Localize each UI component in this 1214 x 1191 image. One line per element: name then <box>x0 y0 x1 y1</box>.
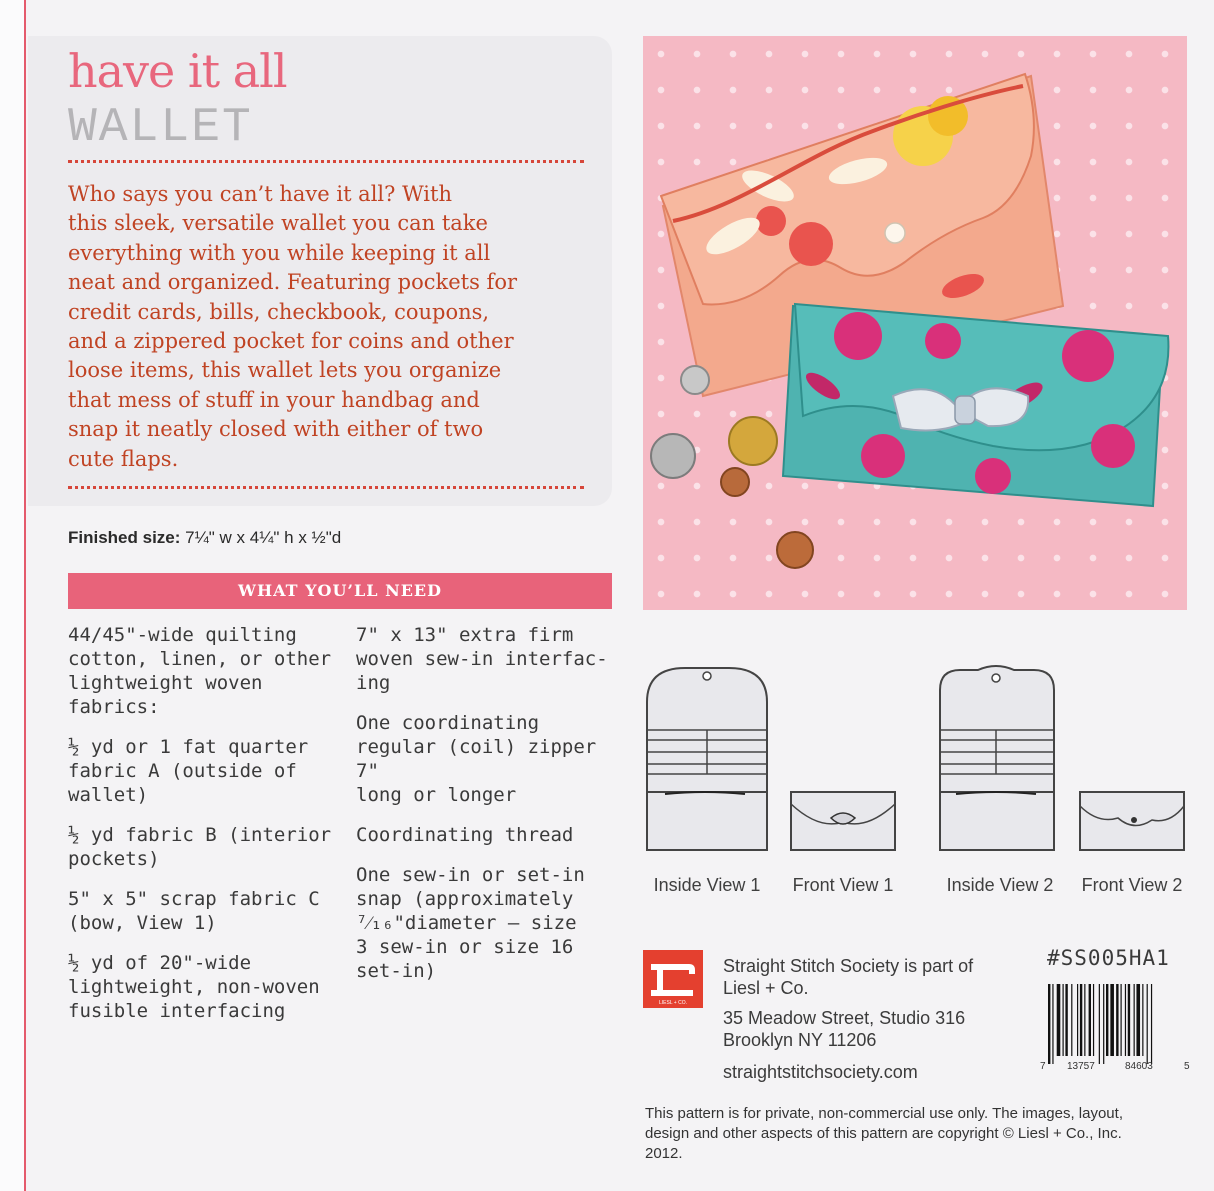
intro-panel <box>28 36 612 506</box>
material-item: One sew-in or set-in snap (approximately ⁷⁄₁₆"diameter — size 3 sew-in or size 16 set-in) <box>356 864 585 982</box>
barcode-bar <box>1089 984 1091 1056</box>
barcode-bar <box>1151 984 1152 1064</box>
finished-size <box>68 528 341 548</box>
caption-inside-view-2: Inside View 2 <box>946 875 1054 895</box>
sku-number: #SS005HA1 <box>1047 946 1170 970</box>
barcode-bar <box>1116 984 1118 1056</box>
caption-inside-view-1: Inside View 1 <box>653 875 761 895</box>
barcode-digit-right: 5 <box>1184 1061 1190 1072</box>
material-item: Coordinating thread <box>356 824 574 846</box>
intro-description: Who says you can’t have it all? With this sleek, versatile wallet you can take everything with you while keeping it all neat and organized. Featuring pockets for credit cards, bills, checkbook, coupons, and a zippered pocket for coins and other loose items, this wallet lets you organize that mess of stuff in your handbag and snap it neatly closed with either of two cute flaps. <box>68 182 517 471</box>
materials-column-2 <box>356 623 621 999</box>
material-item: 7" x 13" extra firm woven sew-in interfac- ing <box>356 624 608 694</box>
barcode-bar <box>1099 984 1100 1064</box>
materials-column-1 <box>68 623 333 1039</box>
barcode-bar <box>1057 984 1061 1056</box>
barcode-bar <box>1080 984 1082 1056</box>
front-view-1-diagram <box>789 790 897 852</box>
barcode-bar <box>1142 984 1143 1056</box>
address-line-2: Brooklyn NY 11206 <box>723 1030 877 1050</box>
barcode-digit-left: 7 <box>1040 1061 1046 1072</box>
product-photo <box>643 36 1187 610</box>
material-item: One coordinating regular (coil) zipper 7" long or longer <box>356 712 597 806</box>
barcode-group-2: 84603 <box>1125 1061 1153 1072</box>
barcode-group-1: 13757 <box>1067 1061 1095 1072</box>
barcode-bar <box>1121 984 1122 1056</box>
barcode-bar <box>1110 984 1114 1056</box>
material-item: 5" x 5" scrap fabric C (bow, View 1) <box>68 888 320 934</box>
front-view-2-diagram <box>1078 790 1186 852</box>
copyright-notice: This pattern is for private, non-commercial use only. The images, layout, design and other aspects of this pattern are copyright © Liesl + Co., Inc. 2012. <box>645 1105 1123 1162</box>
barcode-bar <box>1134 984 1135 1056</box>
barcode-bar <box>1084 984 1085 1056</box>
finished-size-label: Finished size: <box>68 528 181 547</box>
divider-dotted-bottom <box>68 486 584 489</box>
logo-text: LIESL + CO. <box>658 1000 688 1006</box>
barcode-bar <box>1093 984 1094 1056</box>
barcode-bar <box>1128 984 1130 1056</box>
address-line-1: 35 Meadow Street, Studio 316 <box>723 1008 966 1028</box>
finished-size-value: 7¼" w x 4¼" h x ½"d <box>185 528 342 547</box>
barcode-bar <box>1103 984 1104 1064</box>
barcode <box>1048 984 1184 1064</box>
caption-front-view-1: Front View 1 <box>792 875 894 895</box>
caption-front-view-2: Front View 2 <box>1081 875 1183 895</box>
barcode-bar <box>1106 984 1108 1056</box>
barcode-bar <box>1048 984 1050 1064</box>
material-item: 44/45"-wide quilting cotton, linen, or other lightweight woven fabrics: <box>68 624 332 718</box>
material-item: ½ yd or 1 fat quarter fabric A (outside of wallet) <box>68 736 309 806</box>
teal-wallet <box>783 304 1168 506</box>
title-bottom: WALLET <box>68 101 253 155</box>
material-item: ½ yd fabric B (interior pockets) <box>68 824 332 870</box>
barcode-bar <box>1071 984 1072 1056</box>
title-top: have it all <box>68 44 287 98</box>
barcode-bar <box>1063 984 1064 1056</box>
brand-line-2: Liesl + Co. <box>723 978 809 998</box>
barcode-bar <box>1065 984 1067 1056</box>
website: straightstitchsociety.com <box>723 1062 918 1082</box>
barcode-bar <box>1052 984 1053 1064</box>
inside-view-2-diagram <box>938 662 1056 852</box>
inside-view-1-diagram <box>645 662 769 852</box>
wallets-illustration <box>643 36 1187 610</box>
barcode-bar <box>1147 984 1148 1064</box>
sewing-machine-logo <box>643 950 703 1008</box>
barcode-bar <box>1136 984 1140 1056</box>
barcode-bar <box>1077 984 1078 1056</box>
brand-line-1: Straight Stitch Society is part of <box>723 956 974 976</box>
divider-dotted-top <box>68 160 584 163</box>
material-item: ½ yd of 20"-wide lightweight, non-woven fusible interfacing <box>68 952 320 1022</box>
what-you-need-heading: WHAT YOU’LL NEED <box>68 573 612 609</box>
left-edge-stripe <box>0 0 26 1191</box>
barcode-bar <box>1125 984 1126 1056</box>
